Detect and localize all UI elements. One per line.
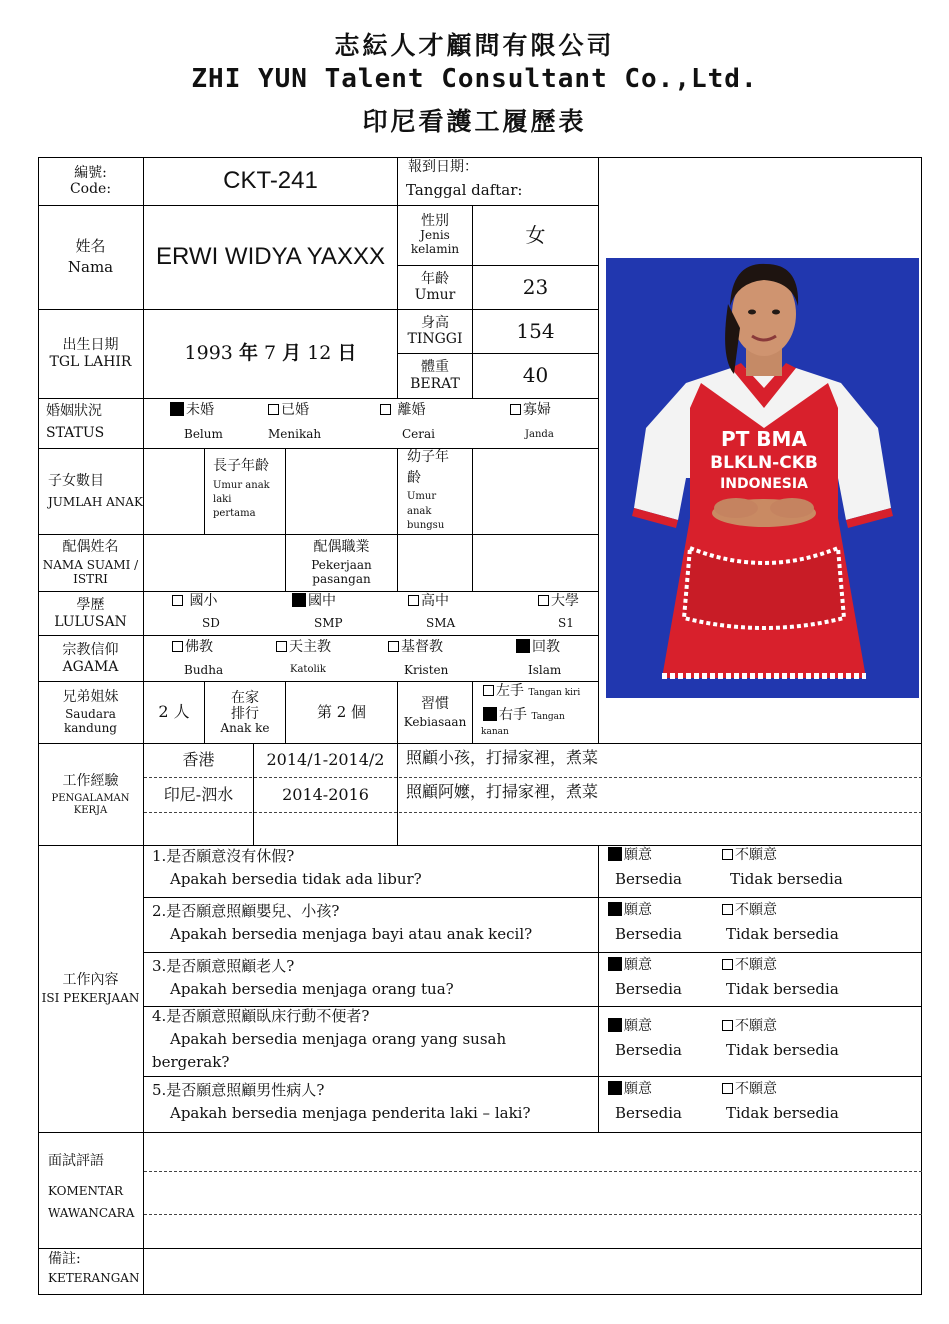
youngest-label-id2: anak xyxy=(407,506,432,517)
religion-option-id: Islam xyxy=(528,663,562,677)
spouse-label-en1: NAMA SUAMI / xyxy=(42,558,139,573)
job-label-zh: 工作內容 xyxy=(62,972,119,989)
birth-day-unit: 日 xyxy=(337,341,357,364)
apron-text-1: PT BMA xyxy=(721,427,807,451)
education-option-sma[interactable] xyxy=(408,593,449,610)
divider-v xyxy=(397,449,398,592)
marital-option-married[interactable] xyxy=(268,402,309,419)
gender-value: 女 xyxy=(525,222,546,247)
checkbox-empty-icon xyxy=(722,904,733,915)
education-label-en: LULUSAN xyxy=(54,613,127,630)
checkbox-empty-icon xyxy=(538,595,549,606)
code-value: CKT-241 xyxy=(223,167,318,195)
marital-option-widow[interactable] xyxy=(510,402,551,419)
question-id: Apakah bersedia tidak ada libur? xyxy=(170,870,422,888)
answer-no-id: Tidak bersedia xyxy=(726,1104,839,1122)
left-hand-option[interactable] xyxy=(483,683,580,700)
applicant-photo xyxy=(606,258,919,698)
question-id: Apakah bersedia menjaga orang tua? xyxy=(170,980,454,998)
form-title: 印尼看護工履歷表 xyxy=(362,107,587,136)
answer-no-id: Tidak bersedia xyxy=(726,980,839,998)
religion-option-zh: 回教 xyxy=(532,639,560,655)
right-hand-id1: Tangan xyxy=(531,712,565,722)
row-line xyxy=(38,398,599,399)
education-option-zh: 大學 xyxy=(551,593,579,609)
religion-option-katolik[interactable] xyxy=(276,639,331,656)
age-label-en: Umur xyxy=(414,287,456,303)
spouse-job-label-zh: 配偶職業 xyxy=(313,539,370,556)
weight-value: 40 xyxy=(522,363,549,387)
checkbox-empty-icon xyxy=(722,849,733,860)
interview-label-zh: 面試評語 xyxy=(48,1153,104,1169)
divider-v xyxy=(598,845,599,1132)
spouse-job-label xyxy=(286,535,397,591)
marital-option-id: Belum xyxy=(184,427,223,441)
divider-v xyxy=(472,681,473,743)
answer-no[interactable] xyxy=(722,1081,777,1098)
apron-text-2: BLKLN-CKB xyxy=(710,453,818,473)
education-option-zh: 高中 xyxy=(421,593,449,609)
question-id: Apakah bersedia menjaga bayi atau anak kecil? xyxy=(170,925,533,943)
answer-yes-id: Bersedia xyxy=(615,980,682,998)
answer-yes-zh: 願意 xyxy=(624,957,652,973)
answer-yes-id: Bersedia xyxy=(615,1041,682,1059)
question-id: Apakah bersedia menjaga orang yang susah xyxy=(170,1030,507,1048)
checkbox-checked-icon xyxy=(170,402,184,416)
answer-yes-id: Bersedia xyxy=(615,1104,682,1122)
answer-yes-zh: 願意 xyxy=(624,1081,652,1097)
question-zh: 5.是否願意照顧男性病人? xyxy=(152,1081,325,1099)
answer-yes[interactable] xyxy=(608,957,652,974)
religion-option-zh: 基督教 xyxy=(401,639,443,655)
religion-label-en: AGAMA xyxy=(62,658,119,675)
question-zh: 3.是否願意照顧老人? xyxy=(152,957,295,975)
checkbox-empty-icon xyxy=(268,404,279,415)
answer-yes-zh: 願意 xyxy=(624,902,652,918)
code-label-zh: 編號: xyxy=(74,164,107,181)
apron-text-3: INDONESIA xyxy=(720,476,808,492)
religion-option-budha[interactable] xyxy=(172,639,213,656)
checkbox-checked-icon xyxy=(608,957,622,971)
education-option-smp[interactable] xyxy=(292,593,336,610)
checkbox-checked-icon xyxy=(608,902,622,916)
spouse-label xyxy=(38,535,143,591)
marital-option-zh: 離婚 xyxy=(397,402,426,418)
company-name-zh: 志紜人才顧問有限公司 xyxy=(334,31,615,60)
answer-no-id: Tidak bersedia xyxy=(726,925,839,943)
right-hand-id2: kanan xyxy=(481,727,509,737)
row-line xyxy=(38,448,599,449)
experience-label xyxy=(38,744,143,845)
answer-no-id: Tidak bersedia xyxy=(730,870,843,888)
rank-label xyxy=(205,682,285,743)
right-hand-option[interactable] xyxy=(483,707,565,724)
answer-no-zh: 不願意 xyxy=(735,1081,777,1097)
answer-yes[interactable] xyxy=(608,902,652,919)
birth-year-unit: 年 xyxy=(238,341,258,364)
marital-option-zh: 未婚 xyxy=(186,402,214,418)
answer-no-zh: 不願意 xyxy=(735,1018,777,1034)
question-zh: 2.是否願意照顧嬰兒、小孩? xyxy=(152,902,340,920)
education-option-id: S1 xyxy=(558,616,574,630)
job-label-en: ISI PEKERJAAN xyxy=(41,991,140,1006)
row-line xyxy=(38,845,922,846)
checkbox-empty-icon xyxy=(380,404,391,415)
answer-yes-id: Bersedia xyxy=(615,925,682,943)
checkbox-empty-icon xyxy=(483,685,494,696)
answer-no-id: Tidak bersedia xyxy=(726,1041,839,1059)
row-line xyxy=(144,897,922,898)
checkbox-empty-icon xyxy=(510,404,521,415)
height-label-zh: 身高 xyxy=(421,314,449,331)
experience-period: 2014-2016 xyxy=(282,784,369,804)
experience-duty: 照顧阿嬤，打掃家裡，煮菜 xyxy=(406,782,599,801)
religion-option-id: Budha xyxy=(184,663,224,677)
code-label-en: Code: xyxy=(69,181,112,197)
reg-date-label-en: Tanggal daftar: xyxy=(406,181,523,199)
birth-label xyxy=(38,309,143,398)
answer-yes-zh: 願意 xyxy=(624,847,652,863)
reg-date-label-zh: 報到日期： xyxy=(408,159,478,175)
birth-day: 12 xyxy=(307,341,332,364)
question-id-continued: bergerak? xyxy=(152,1053,230,1071)
spouse-job-label-en1: Pekerjaan xyxy=(311,558,372,573)
education-option-id: SMA xyxy=(426,616,456,630)
gender-label xyxy=(398,205,472,265)
habit-label-en: Kebiasaan xyxy=(403,714,467,729)
marital-option-divorced[interactable] xyxy=(380,402,425,419)
marital-option-id: Janda xyxy=(525,429,554,440)
border-bottom xyxy=(38,1294,922,1295)
education-option-s1[interactable] xyxy=(538,593,579,610)
code-label xyxy=(38,157,143,205)
marital-label-en: STATUS xyxy=(46,425,105,441)
birth-value xyxy=(144,309,397,398)
gender-label-en1: Jenis xyxy=(420,228,450,243)
youngest-label-zh2: 齡 xyxy=(407,470,421,486)
experience-period: 2014/1-2014/2 xyxy=(266,750,385,770)
education-option-id: SMP xyxy=(314,616,343,630)
marital-option-id: Menikah xyxy=(268,427,322,441)
remarks-field[interactable] xyxy=(144,1249,921,1294)
answer-no[interactable] xyxy=(722,1018,777,1035)
marital-option-id: Cerai xyxy=(402,427,436,441)
divider-v xyxy=(204,449,205,534)
siblings-label xyxy=(38,682,143,743)
religion-option-id: Katolik xyxy=(290,664,326,675)
row-line xyxy=(144,952,922,953)
religion-label-zh: 宗教信仰 xyxy=(62,642,119,659)
answer-no[interactable] xyxy=(722,957,777,974)
religion-label xyxy=(38,636,143,681)
weight-label-en: BERAT xyxy=(410,375,460,392)
youngest-label-zh1: 幼子年 xyxy=(407,449,449,465)
checkbox-empty-icon xyxy=(722,1083,733,1094)
divider-photo xyxy=(598,157,599,743)
gender-label-en2: kelamin xyxy=(410,242,460,257)
experience-label-en2: KERJA xyxy=(73,804,108,816)
weight-label xyxy=(398,353,472,398)
interview-label-en2: WAWANCARA xyxy=(48,1206,135,1220)
siblings-count: 2 人 xyxy=(158,702,190,722)
company-name-en: ZHI YUN Talent Consultant Co.,Ltd. xyxy=(191,64,758,94)
children-label-zh: 子女數目 xyxy=(48,473,104,489)
checkbox-empty-icon xyxy=(722,959,733,970)
resume-form xyxy=(38,157,922,1295)
checkbox-checked-icon xyxy=(516,639,530,653)
checkbox-empty-icon xyxy=(408,595,419,606)
rank-label-zh2: 排行 xyxy=(231,705,259,722)
checkbox-checked-icon xyxy=(608,1081,622,1095)
education-label xyxy=(38,592,143,635)
interview-label-en1: KOMENTAR xyxy=(48,1184,124,1198)
marital-option-zh: 寡婦 xyxy=(523,402,551,418)
youngest-label-id3: bungsu xyxy=(407,520,445,531)
answer-yes[interactable] xyxy=(608,1081,652,1098)
experience-label-en1: PENGALAMAN xyxy=(51,793,130,805)
birth-month: 7 xyxy=(264,341,277,364)
checkbox-checked-icon xyxy=(608,1018,622,1032)
gender-label-zh: 性別 xyxy=(421,213,449,230)
rank-label-zh1: 在家 xyxy=(231,689,259,706)
remarks-label-zh: 備註: xyxy=(48,1251,81,1267)
siblings-label-zh: 兄弟姐妹 xyxy=(62,689,119,706)
education-option-zh: 國中 xyxy=(308,593,336,609)
answer-yes-id: Bersedia xyxy=(615,870,682,888)
job-label xyxy=(38,846,143,1132)
answer-yes[interactable] xyxy=(608,1018,652,1035)
left-hand-zh: 左手 xyxy=(496,683,524,699)
checkbox-empty-icon xyxy=(722,1020,733,1031)
birth-month-unit: 月 xyxy=(282,341,302,364)
eldest-label-id1: Umur anak xyxy=(213,480,270,491)
religion-option-kristen[interactable] xyxy=(388,639,443,656)
eldest-label-id2: laki xyxy=(213,494,232,505)
religion-option-zh: 天主教 xyxy=(289,639,331,655)
children-label-en: JUMLAH ANAK xyxy=(48,495,143,509)
checkbox-checked-icon xyxy=(292,593,306,607)
checkbox-empty-icon xyxy=(172,595,183,606)
border-right xyxy=(921,157,922,1295)
spouse-label-en2: ISTRI xyxy=(73,572,108,587)
religion-option-id: Kristen xyxy=(404,663,449,677)
answer-yes[interactable] xyxy=(608,847,652,864)
checkbox-checked-icon xyxy=(483,707,497,721)
dashed-line xyxy=(144,812,922,813)
spouse-job-label-en2: pasangan xyxy=(312,572,371,587)
education-label-zh: 學歷 xyxy=(76,597,105,614)
height-label-en: TINGGI xyxy=(407,331,463,347)
row-line xyxy=(144,1076,922,1077)
divider-v xyxy=(472,449,473,592)
eldest-label-zh: 長子年齡 xyxy=(213,458,269,474)
rank-label-en: Anak ke xyxy=(220,720,270,735)
education-option-zh: 國小 xyxy=(189,593,218,609)
age-value: 23 xyxy=(522,274,549,299)
height-label xyxy=(398,309,472,353)
checkbox-empty-icon xyxy=(172,641,183,652)
remarks-label-en: KETERANGAN xyxy=(48,1271,140,1285)
right-hand-zh: 右手 xyxy=(499,707,527,723)
left-hand-id: Tangan kiri xyxy=(528,688,581,698)
marital-option-single[interactable] xyxy=(170,402,214,419)
name-label-zh: 姓名 xyxy=(75,236,106,255)
habit-label xyxy=(398,682,472,743)
education-option-sd[interactable] xyxy=(172,593,217,610)
education-option-id: SD xyxy=(202,616,220,630)
marital-label-zh: 婚姻狀況 xyxy=(46,403,102,419)
rank-value: 第 2 個 xyxy=(316,702,367,721)
answer-no[interactable] xyxy=(722,847,777,864)
age-label xyxy=(398,265,472,309)
marital-option-zh: 已婚 xyxy=(281,402,309,418)
age-label-zh: 年齡 xyxy=(421,270,449,287)
checkbox-empty-icon xyxy=(276,641,287,652)
name-label xyxy=(38,205,143,309)
name-label-en: Nama xyxy=(67,258,114,276)
interview-comment-field[interactable] xyxy=(144,1133,921,1248)
siblings-label-en2: kandung xyxy=(64,721,117,736)
height-value: 154 xyxy=(516,318,555,343)
habit-label-zh: 習慣 xyxy=(421,695,449,712)
answer-yes-zh: 願意 xyxy=(624,1018,652,1034)
checkbox-empty-icon xyxy=(388,641,399,652)
answer-no-zh: 不願意 xyxy=(735,957,777,973)
divider-v xyxy=(397,743,398,845)
birth-label-zh: 出生日期 xyxy=(62,337,119,354)
experience-place: 香港 xyxy=(182,750,215,770)
experience-label-zh: 工作經驗 xyxy=(62,772,119,789)
siblings-label-en1: Saudara xyxy=(65,707,116,722)
birth-label-en: TGL LAHIR xyxy=(49,353,132,370)
answer-no-zh: 不願意 xyxy=(735,902,777,918)
eldest-label-id3: pertama xyxy=(213,508,256,519)
youngest-label-id1: Umur xyxy=(407,491,437,502)
answer-no[interactable] xyxy=(722,902,777,919)
question-zh: 4.是否願意照顧臥床行動不便者? xyxy=(152,1007,370,1025)
name-value: ERWI WIDYA YAXXX xyxy=(156,243,385,271)
experience-place: 印尼-泗水 xyxy=(163,784,234,804)
spouse-label-zh: 配偶姓名 xyxy=(62,539,119,556)
religion-option-islam[interactable] xyxy=(516,639,560,656)
answer-no-zh: 不願意 xyxy=(735,847,777,863)
question-id: Apakah bersedia menjaga penderita laki – laki? xyxy=(170,1104,531,1122)
religion-option-zh: 佛教 xyxy=(185,639,213,655)
question-zh: 1.是否願意沒有休假? xyxy=(152,847,295,865)
checkbox-checked-icon xyxy=(608,847,622,861)
birth-year: 1993 xyxy=(184,341,233,364)
experience-duty: 照顧小孩，打掃家裡，煮菜 xyxy=(406,748,599,767)
weight-label-zh: 體重 xyxy=(421,359,449,376)
